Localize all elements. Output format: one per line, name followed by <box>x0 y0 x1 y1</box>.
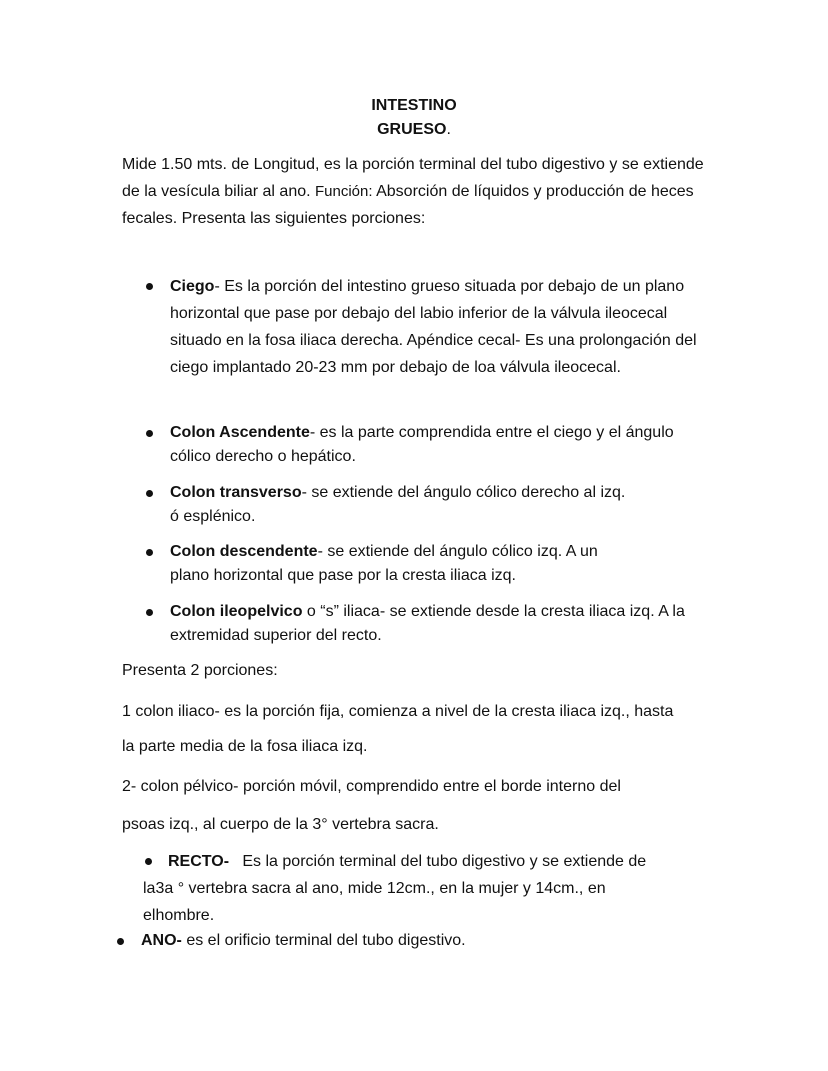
title-period: . <box>446 121 451 138</box>
bullet-ciego <box>170 273 710 381</box>
porcion-1-line-1: 1 colon iliaco- es la porción fija, comienza a nivel de la cresta iliaca izq., hasta <box>122 703 674 720</box>
bullet-ano <box>141 929 701 953</box>
bullet-dot-icon <box>145 858 152 865</box>
bullet-colon-ileopelvico <box>170 600 725 648</box>
ano-term: ANO- <box>141 932 182 949</box>
descendente-term: Colon descendente <box>170 543 318 560</box>
title-line-2 <box>0 119 828 141</box>
descendente-text-1: - se extiende del ángulo cólico izq. A un <box>317 543 598 560</box>
bullet-recto <box>143 848 703 929</box>
porcion-2-line-2: psoas izq., al cuerpo de la 3° vertebra sacra. <box>122 816 439 833</box>
bullet-colon-descendente <box>170 540 710 588</box>
bullet-dot-icon <box>146 549 153 556</box>
porcion-1-line-2: la parte media de la fosa iliaca izq. <box>122 738 368 755</box>
title-line-2-text: GRUESO <box>377 121 447 138</box>
bullet-colon-ascendente <box>170 421 710 469</box>
transverso-text-1: - se extiende del ángulo cólico derecho al izq. <box>301 484 626 501</box>
recto-text-2: la3a ° vertebra sacra al ano, mide 12cm., en la mujer y 14cm., en <box>143 880 606 897</box>
transverso-text-2: ó esplénico. <box>170 508 256 525</box>
ciego-term: Ciego <box>170 278 215 295</box>
ano-text: es el orificio terminal del tubo digestivo. <box>181 932 466 949</box>
ascendente-text: - es la parte comprendida entre el ciego y el ángulo cólico derecho o hepático. <box>170 424 674 465</box>
bullet-dot-icon <box>146 609 153 616</box>
recto-text-1: Es la porción terminal del tubo digestivo y se extiende de <box>229 853 647 870</box>
function-label: Función: <box>315 183 373 200</box>
transverso-term: Colon transverso <box>170 484 302 501</box>
bullet-dot-icon <box>146 283 153 290</box>
ciego-text: - Es la porción del intestino grueso situada por debajo de un plano horizontal que pase por debajo del labio inferior de la válvula ileocecal situado en la fosa iliaca derecha. Apéndice cecal- Es una prolongación del ciego implantado 20-23 mm por debajo de loa válvula ileocecal. <box>170 278 697 376</box>
bullet-dot-icon <box>146 430 153 437</box>
bullet-colon-transverso <box>170 481 710 529</box>
recto-term: RECTO- <box>168 853 230 870</box>
intro-paragraph <box>122 151 722 232</box>
porciones-heading: Presenta 2 porciones: <box>122 662 278 679</box>
bullet-dot-icon <box>146 490 153 497</box>
descendente-text-2: plano horizontal que pase por la cresta iliaca izq. <box>170 567 516 584</box>
ileopelvico-term: Colon ileopelvico <box>170 603 303 620</box>
intro-part-2: Absorción de líquidos y producción de heces fecales. Presenta las siguientes porciones: <box>122 183 694 227</box>
ascendente-term: Colon Ascendente <box>170 424 310 441</box>
intro-part-1: Mide 1.50 mts. de Longitud, es la porción terminal del tubo digestivo y se extiende de la vesícula biliar al ano. <box>122 156 704 200</box>
recto-text-3: elhombre. <box>143 907 215 924</box>
ileopelvico-text: o “s” iliaca- se extiende desde la cresta iliaca izq. A la extremidad superior del recto. <box>170 603 685 644</box>
title-line-1: INTESTINO <box>371 97 457 114</box>
bullet-dot-icon <box>117 938 124 945</box>
porcion-2-line-1: 2- colon pélvico- porción móvil, comprendido entre el borde interno del <box>122 778 621 795</box>
